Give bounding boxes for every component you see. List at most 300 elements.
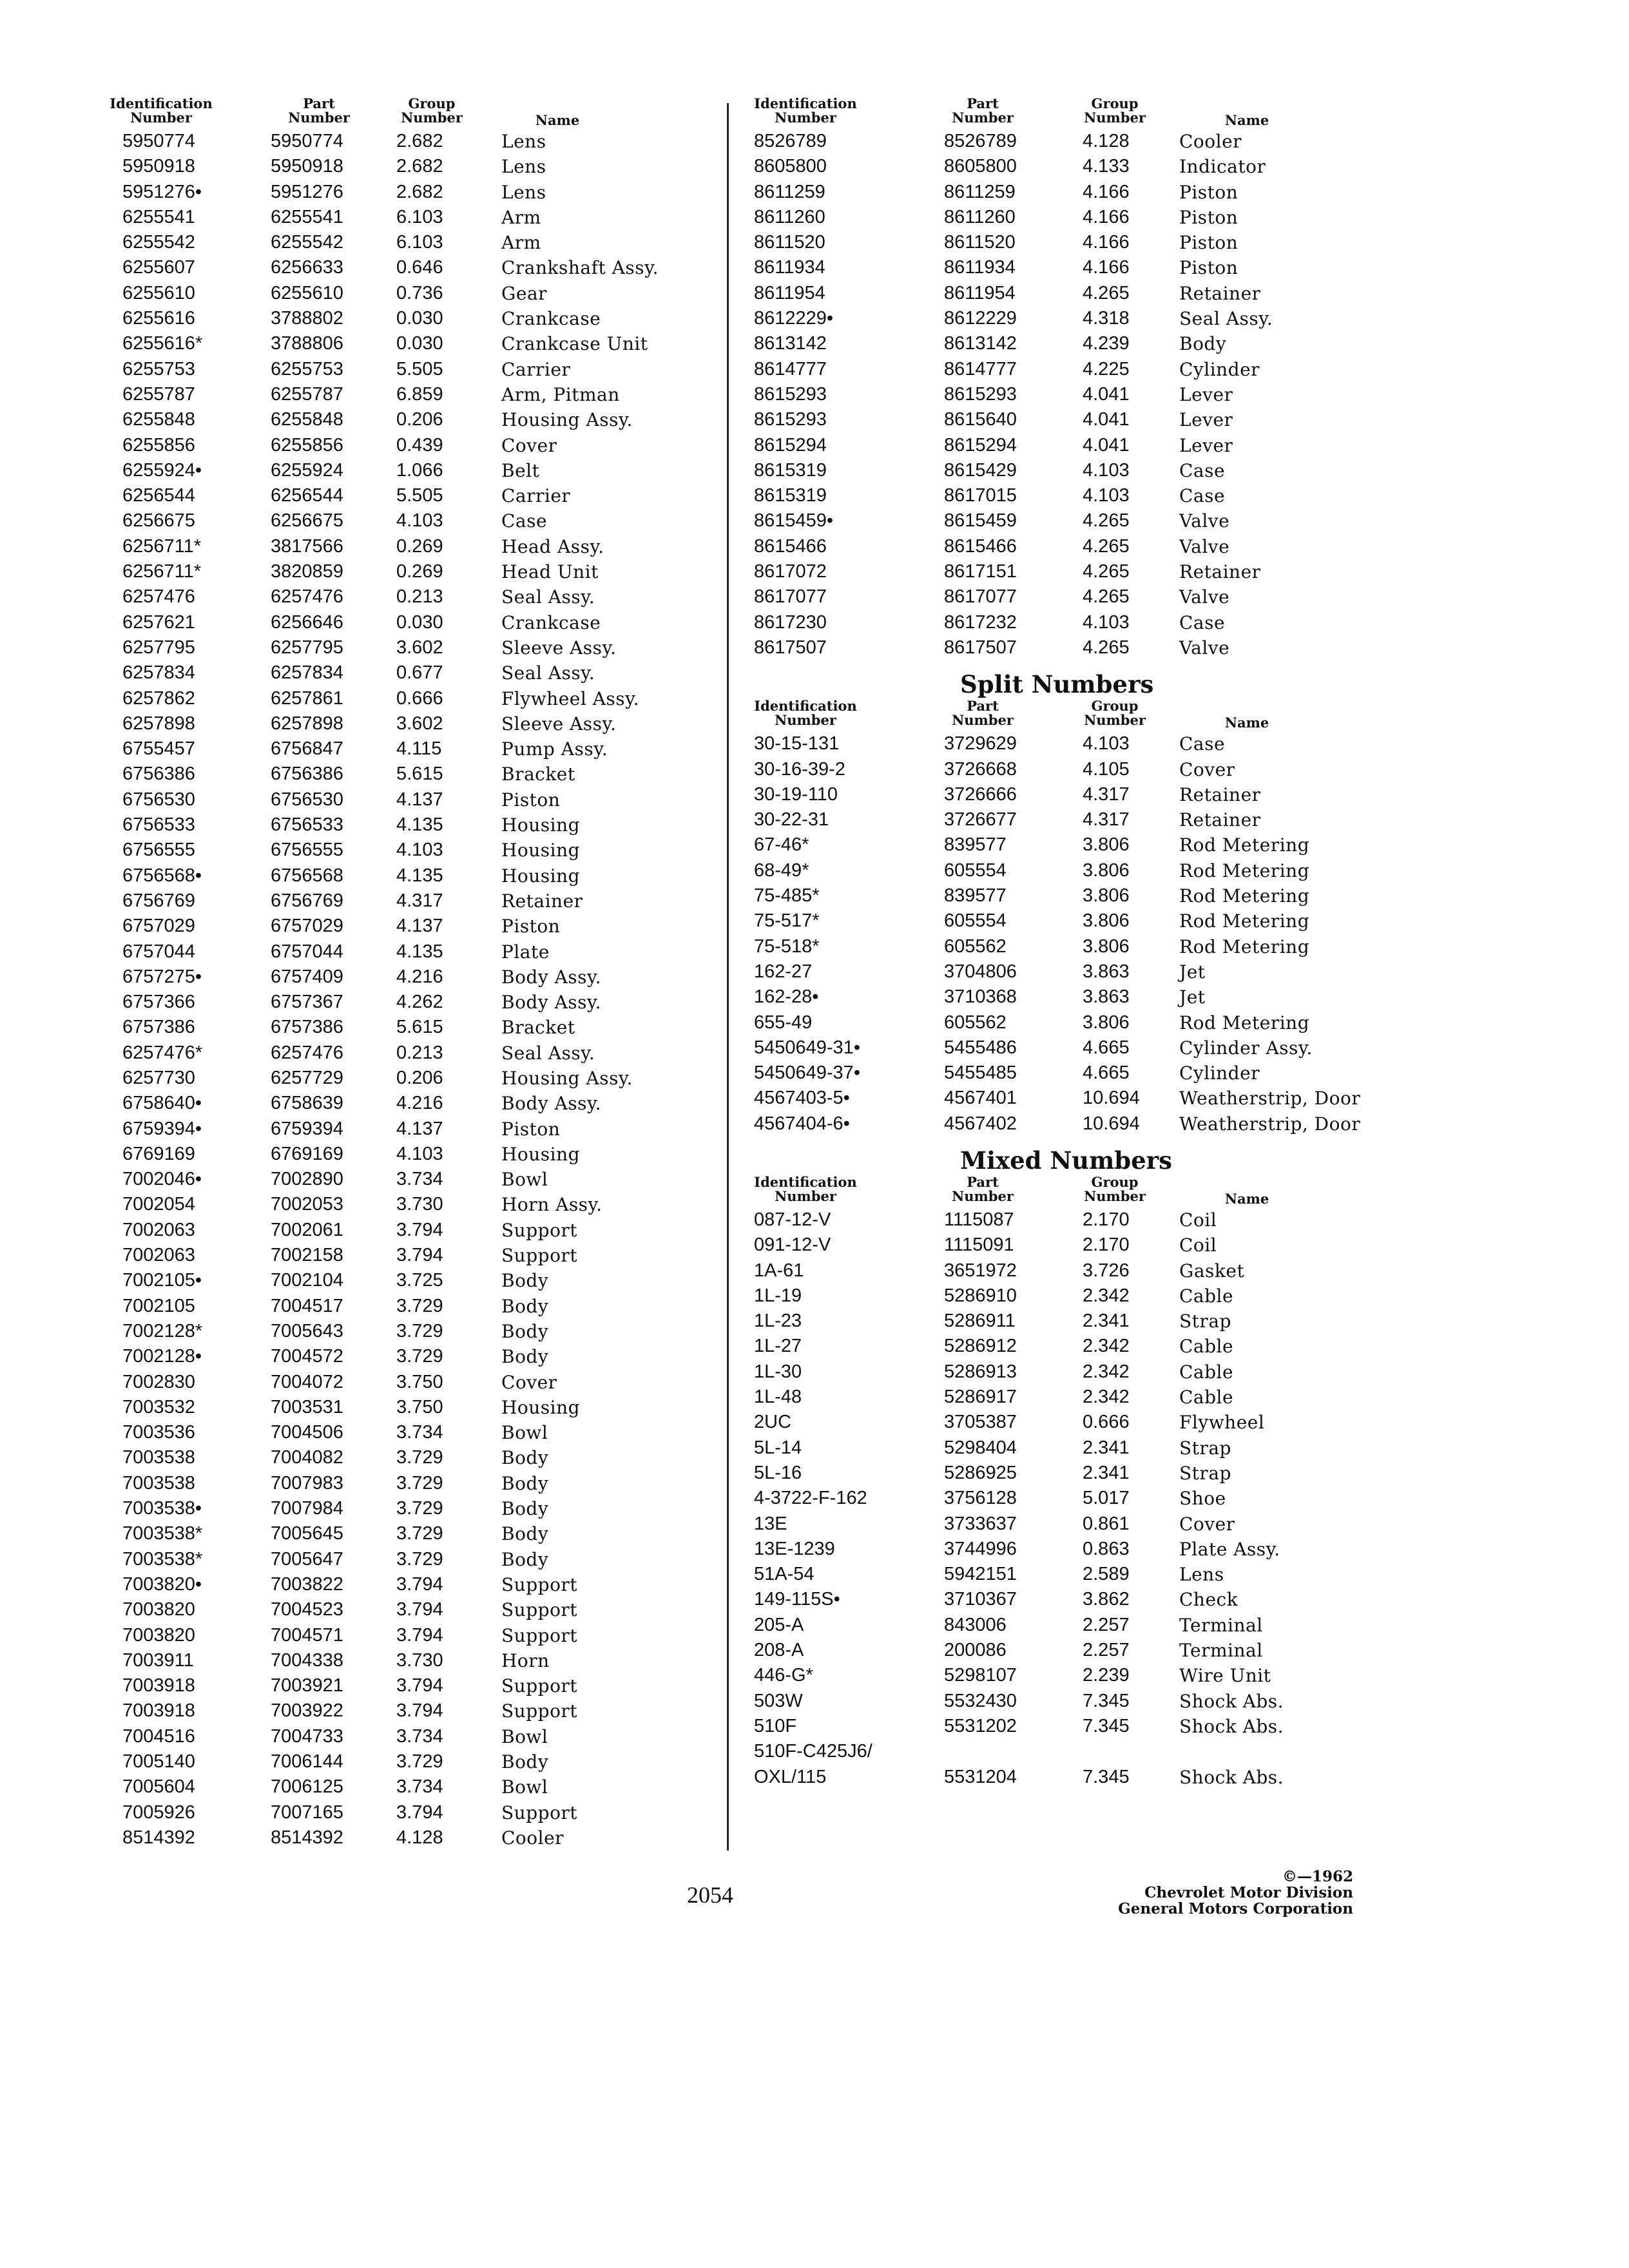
group-number: 0.213 [396,586,443,608]
identification-number: OXL/115 [754,1766,827,1787]
part-name: Body Assy. [501,966,602,988]
part-number: 5286911 [944,1311,1016,1332]
page-number: 2054 [687,1882,733,1908]
identification-number: 13E [754,1513,787,1534]
table-row [735,1111,1379,1137]
group-number: 2.239 [1083,1665,1130,1686]
part-number: 3733637 [944,1513,1017,1534]
identification-number: 4567403-5• [754,1088,850,1109]
group-number: 0.269 [396,561,443,582]
part-number: 3651972 [944,1260,1017,1281]
group-number: 0.736 [396,282,443,303]
part-name: Support [501,1219,578,1241]
group-number: 3.806 [1083,834,1130,856]
group-number: 5.615 [396,764,443,785]
group-number: 2.682 [396,131,443,151]
table-row [735,281,1379,306]
group-number: 4.225 [1083,358,1130,380]
part-number: 4567402 [944,1113,1017,1134]
part-number: 8617232 [944,611,1017,633]
identification-number: 8615466 [754,535,827,557]
part-number: 5298107 [944,1665,1017,1686]
group-number: 4.216 [396,966,443,987]
identification-number: 67-46* [754,834,809,856]
table-row [735,508,1379,533]
identification-number: 8615293 [754,383,827,405]
table-row [97,154,715,179]
group-number: 2.341 [1083,1437,1130,1458]
group-number: 0.206 [396,1067,443,1088]
group-number: 4.265 [1083,510,1130,532]
table-row [97,1167,715,1192]
part-number: 6255787 [271,383,343,405]
part-name: Valve [1179,637,1230,658]
part-name: Head Unit [501,561,599,583]
copyright-year: ©—1962 [1282,1868,1353,1885]
group-number: 7.345 [1083,1766,1130,1787]
header-name: Name [1224,1190,1269,1207]
header-part-number: Part Number [952,1173,1014,1204]
identification-number: 2UC [754,1412,792,1433]
part-name: Body Assy. [501,992,602,1014]
group-number: 3.730 [396,1649,443,1671]
table-row [735,458,1379,483]
group-number: 3.729 [396,1320,443,1341]
part-name: Retainer [1179,783,1261,805]
part-number: 6756769 [271,890,343,911]
part-name: Shoe [1179,1488,1226,1510]
table-row [97,1825,715,1850]
identification-number: 5450649-31• [754,1037,860,1058]
part-name: Body [501,1548,549,1570]
part-number: 839577 [944,885,1007,907]
group-number: 3.806 [1083,860,1130,881]
table-row [735,1461,1379,1486]
group-number: 3.729 [396,1523,443,1544]
group-number: 4.105 [1083,758,1130,780]
mixed-numbers-title: Mixed Numbers [960,1146,1172,1175]
table-row [97,1749,715,1774]
identification-number: 6255541 [122,206,195,227]
identification-number: 8611520 [754,232,825,253]
identification-number: 6255542 [122,232,195,253]
table-row [97,939,715,965]
part-number: 7002890 [271,1169,343,1190]
table-row [97,534,715,559]
table-row [97,1091,715,1116]
part-number: 7003822 [271,1573,343,1595]
group-number: 0.439 [396,434,443,456]
part-number: 605554 [944,860,1007,881]
identification-number: 7003536 [122,1422,195,1443]
part-number: 6756847 [271,738,343,760]
identification-number: 8617507 [754,637,827,658]
part-number: 6756533 [271,814,343,836]
part-name: Strap [1179,1462,1231,1484]
group-number: 3.734 [396,1169,443,1190]
part-name: Shock Abs. [1179,1690,1284,1712]
part-number: 5286917 [944,1387,1017,1408]
identification-number: 13E-1239 [754,1538,835,1559]
group-number: 2.257 [1083,1640,1130,1661]
table-row [97,508,715,533]
header-identification-number: Identification Number [110,95,213,126]
identification-number: 6756769 [122,890,195,911]
group-number: 3.729 [396,1295,443,1316]
identification-number: 6257862 [122,687,195,709]
identification-number: 208-A [754,1640,804,1661]
table-row [97,838,715,863]
part-number: 6256544 [271,485,343,506]
part-number: 605554 [944,910,1007,932]
table-row [735,1061,1379,1086]
identification-number: 8615459• [754,510,834,532]
group-number: 3.794 [396,1675,443,1696]
table-row [735,559,1379,584]
identification-number: 6758640• [122,1093,202,1114]
part-name: Strap [1179,1311,1231,1332]
group-number: 1.066 [396,459,443,481]
group-number: 4.265 [1083,282,1130,303]
table-header [735,1175,1379,1207]
part-name: Housing [501,1396,581,1418]
part-number: 7004572 [271,1346,343,1367]
part-number: 8615293 [944,383,1017,405]
part-name: Wire Unit [1179,1665,1271,1687]
part-name: Jet [1179,961,1206,983]
table-row [735,1486,1379,1511]
part-name: Retainer [501,890,583,912]
group-number: 3.794 [396,1245,443,1266]
part-name: Lens [501,156,546,178]
header-part-number: Part Number [952,95,1014,126]
table-row [735,483,1379,508]
group-number: 0.863 [1083,1538,1130,1559]
identification-number: 6257795 [122,637,195,658]
group-number: 3.863 [1083,961,1130,982]
group-number: 3.729 [396,1346,443,1367]
table-row [97,635,715,660]
identification-number: 7003820 [122,1624,195,1646]
part-number: 6255542 [271,232,343,253]
group-number: 4.265 [1083,535,1130,557]
parts-table-right [735,129,1379,660]
group-number: 4.115 [396,738,442,760]
group-number: 3.862 [1083,1589,1130,1610]
group-number: 4.135 [396,865,443,886]
part-name: Carrier [501,358,571,380]
part-name: Check [1179,1589,1239,1611]
group-number: 3.729 [396,1548,443,1570]
identification-number: 7004516 [122,1725,195,1747]
group-number: 4.137 [396,916,443,937]
group-number: 4.041 [1083,383,1130,405]
table-row [97,1623,715,1648]
table-row [735,230,1379,255]
header-name: Name [535,112,580,128]
table-row [735,382,1379,407]
part-number: 6257861 [271,687,343,709]
identification-number: 6759394• [122,1118,202,1139]
table-row [735,635,1379,660]
group-number: 3.734 [396,1776,443,1798]
part-number: 8615466 [944,535,1017,557]
part-number: 3726668 [944,758,1017,780]
part-number: 5455486 [944,1037,1017,1058]
part-number: 7002053 [271,1194,343,1215]
identification-number: 6255616* [122,333,203,354]
part-name: Crankcase [501,308,601,330]
part-number: 5286913 [944,1361,1017,1382]
identification-number: 7003918 [122,1675,195,1696]
part-number: 7004072 [271,1371,343,1392]
identification-number: 6756533 [122,814,195,836]
part-number: 7005643 [271,1320,343,1341]
part-name: Body Assy. [501,1093,602,1115]
part-number: 8613142 [944,333,1017,354]
table-row [735,407,1379,432]
header-name: Name [1224,112,1269,128]
table-row [97,1648,715,1673]
part-number: 3788806 [271,333,343,354]
part-number: 6255541 [271,206,343,227]
group-number: 0.030 [396,333,443,354]
part-number: 6757044 [271,941,343,962]
group-number: 4.103 [1083,611,1130,633]
identification-number: 510F-C425J6/ [754,1741,872,1762]
group-number: 0.646 [396,257,443,278]
identification-number: 6755457 [122,738,195,760]
part-number: 8617507 [944,637,1017,658]
identification-number: 8615319 [754,485,827,506]
part-name: Arm [501,206,541,228]
group-number: 4.239 [1083,333,1130,354]
identification-number: 6255856 [122,434,195,456]
table-row [97,559,715,584]
group-number: 4.665 [1083,1037,1130,1058]
part-number: 5286910 [944,1285,1017,1306]
table-row [97,1597,715,1622]
group-number: 2.341 [1083,1311,1130,1332]
part-name: Body [501,1295,549,1317]
part-name: Rod Metering [1179,885,1310,907]
group-number: 3.602 [396,713,443,734]
table-row [735,985,1379,1010]
part-name: Support [501,1675,578,1697]
group-number: 4.166 [1083,206,1130,227]
identification-number: 6255787 [122,383,195,405]
part-number: 5950774 [271,131,343,151]
group-number: 3.863 [1083,986,1130,1008]
part-name: Cover [501,434,557,456]
left-column [97,97,715,1850]
table-row [97,458,715,483]
identification-number: 6255753 [122,358,195,380]
part-name: Case [501,510,548,532]
table-row [735,433,1379,458]
identification-number: 6757275• [122,966,202,987]
part-name: Bowl [501,1169,548,1191]
part-name: Lens [501,131,546,152]
group-number: 3.794 [396,1700,443,1722]
group-number: 3.794 [396,1624,443,1646]
table-row [735,959,1379,985]
part-number: 5942151 [944,1564,1017,1585]
table-row [97,306,715,331]
part-name: Bowl [501,1422,548,1444]
part-name: Body [501,1320,549,1342]
table-row [735,1587,1379,1612]
part-number: 6256633 [271,257,343,278]
table-row [97,812,715,838]
table-row [735,832,1379,858]
part-name: Valve [1179,510,1230,532]
part-number: 7007984 [271,1498,343,1519]
part-number: 3705387 [944,1412,1017,1433]
part-name: Cylinder [1179,358,1260,380]
part-number: 5532430 [944,1690,1017,1711]
split-numbers-table [735,731,1379,1137]
group-number: 4.265 [1083,561,1130,582]
identification-number: 6257476 [122,586,195,608]
group-number: 3.602 [396,637,443,658]
identification-number: 6257730 [122,1067,195,1088]
part-number: 6756530 [271,789,343,810]
table-row [735,883,1379,908]
part-number: 6757029 [271,916,343,937]
part-number: 6257729 [271,1067,343,1088]
part-name: Rod Metering [1179,834,1310,856]
part-name: Seal Assy. [501,1042,595,1064]
identification-number: 5L-16 [754,1462,802,1483]
table-row [97,433,715,458]
group-number: 2.257 [1083,1614,1130,1635]
part-number: 8611260 [944,206,1016,227]
part-number: 7005647 [271,1548,343,1570]
part-number: 8611259 [944,181,1016,202]
identification-number: 6256711* [122,561,202,582]
table-row [97,1673,715,1698]
part-name: Pump Assy. [501,738,608,760]
table-row [97,1243,715,1268]
part-name: Carrier [501,485,571,507]
group-number: 2.170 [1083,1209,1130,1230]
group-number: 10.694 [1083,1113,1140,1134]
table-row [97,1445,715,1470]
table-row [97,1698,715,1724]
table-row [735,1765,1379,1790]
identification-number: 8617077 [754,586,827,608]
identification-number: 7002063 [122,1245,195,1266]
table-row [735,731,1379,756]
part-number: 6255848 [271,409,343,430]
part-number: 8617015 [944,485,1017,506]
part-number: 605562 [944,936,1007,957]
identification-number: 162-27 [754,961,813,982]
table-row [97,407,715,432]
part-number: 7003921 [271,1675,343,1696]
group-number: 3.750 [396,1396,443,1418]
table-row [97,914,715,939]
identification-number: 8615294 [754,434,827,456]
part-number: 8615459 [944,510,1017,532]
part-number: 7004506 [271,1422,343,1443]
part-name: Retainer [1179,282,1261,304]
table-row [97,205,715,230]
table-row [735,1562,1379,1587]
part-number: 3820859 [271,561,343,582]
part-name: Valve [1179,535,1230,557]
column-divider [727,103,729,1850]
part-number: 8611954 [944,282,1016,303]
part-number: 3788802 [271,308,343,329]
group-number: 6.859 [396,383,443,405]
part-number: 6757386 [271,1017,343,1038]
part-name: Cooler [1179,131,1242,152]
identification-number: 7003538• [122,1498,202,1519]
part-name: Strap [1179,1437,1231,1459]
part-name: Piston [1179,257,1239,279]
identification-number: 8617072 [754,561,827,582]
table-row [735,908,1379,934]
part-number: 5455485 [944,1062,1017,1084]
header-identification-number: Identification Number [754,95,857,126]
part-number: 3726677 [944,809,1017,831]
group-number: 5.505 [396,358,443,380]
group-number: 3.725 [396,1270,443,1291]
part-number: 1115091 [944,1235,1014,1256]
part-number: 8514392 [271,1827,343,1848]
group-number: 4.265 [1083,637,1130,658]
identification-number: 7002046• [122,1169,202,1190]
table-row [97,129,715,154]
group-number: 0.030 [396,308,443,329]
identification-number: 6255616 [122,308,195,329]
table-row [735,180,1379,205]
part-name: Piston [501,1118,561,1140]
table-row [97,1117,715,1142]
group-number: 2.170 [1083,1235,1130,1256]
group-number: 5.017 [1083,1488,1130,1509]
part-number: 6256646 [271,611,343,633]
part-name: Gasket [1179,1260,1245,1282]
group-number: 2.342 [1083,1336,1130,1357]
group-number: 2.342 [1083,1387,1130,1408]
identification-number: 6255848 [122,409,195,430]
table-row [97,863,715,889]
part-number: 5286925 [944,1462,1017,1483]
identification-number: 503W [754,1690,803,1711]
part-name: Valve [1179,586,1230,608]
part-number: 8617077 [944,586,1017,608]
table-row [97,1395,715,1420]
part-name: Housing [501,1143,581,1165]
part-number: 7003531 [271,1396,343,1418]
identification-number: 6769169 [122,1143,195,1164]
identification-number: 7002105 [122,1295,195,1316]
part-number: 3756128 [944,1488,1017,1509]
identification-number: 8615319 [754,459,827,481]
split-numbers-title: Split Numbers [960,670,1154,699]
part-name: Lever [1179,409,1233,431]
copyright-corporation: General Motors Corporation [1118,1900,1353,1917]
identification-number: 7003532 [122,1396,195,1418]
part-name: Cable [1179,1387,1234,1408]
table-row [97,1268,715,1293]
group-number: 3.794 [396,1802,443,1823]
identification-number: 6757366 [122,992,195,1013]
group-number: 0.213 [396,1042,443,1063]
